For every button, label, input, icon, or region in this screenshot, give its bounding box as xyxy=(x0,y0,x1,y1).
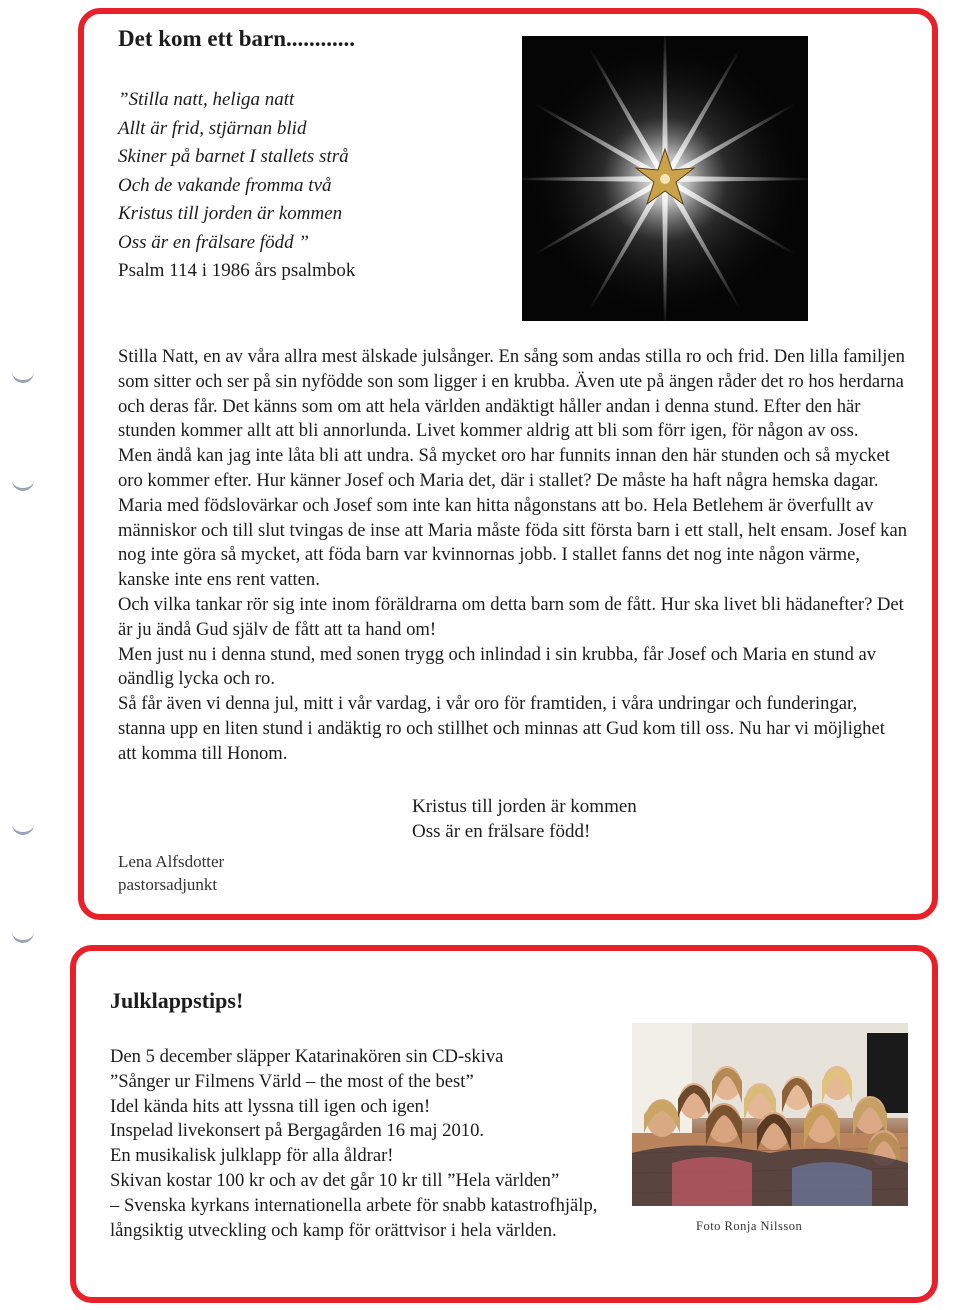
star-image xyxy=(522,36,808,321)
tips-text xyxy=(110,1045,597,1243)
tips-line: Idel kända hits att lyssna till igen och igen! xyxy=(110,1095,431,1117)
tips-line: långsiktig utveckling och kamp för orättvisor i hela världen. xyxy=(110,1219,557,1241)
tips-line: Inspelad livekonsert på Bergagården 16 maj 2010. xyxy=(110,1120,485,1142)
paragraph: Men ändå kan jag inte låta bli att undra. Så mycket oro har funnits innan den här stunden och så mycket oro kommer efter. Hur känner Josef och Maria det, där i stallet? De måste ha haft några hemska dagar. Maria med födslovärkar och Josef som inte kan hitta någonstans att bo. Hela Betlehem är överfullt av människor och till slut tvingas de inse att Maria måste föda sitt första barn i ett stall, helt ensam. Josef kan nog inte göra så mycket, att föda barn var kvinnornas jobb. I stallet fanns det nog inte någon värme, kanske inte ens rent vatten. xyxy=(118,445,908,591)
choir-photo xyxy=(632,1023,908,1206)
tips-line: En musikalisk julklapp för alla åldrar! xyxy=(110,1145,394,1167)
poem-line: Allt är frid, stjärnan blid xyxy=(118,117,307,139)
tips-frame xyxy=(70,945,938,1303)
binder-hole-mark xyxy=(12,478,34,491)
tips-title: Julklappstips! xyxy=(110,988,244,1013)
poem-source: Psalm 114 i 1986 års psalmbok xyxy=(118,260,356,281)
paragraph: Så får även vi denna jul, mitt i vår vardag, i vår oro för framtiden, i våra undringar och funderingar, stanna upp en liten stund i andäktig ro och stillhet och minnas att Gud kom till oss. Nu har vi möjlighet att komma till Honom. xyxy=(118,693,885,764)
closing-lines xyxy=(412,794,637,844)
poem-line: Kristus till jorden är kommen xyxy=(118,203,343,224)
author-role: pastorsadjunkt xyxy=(118,875,218,894)
author-name: Lena Alfsdotter xyxy=(118,852,225,871)
paragraph: Stilla Natt, en av våra allra mest älskade julsånger. En sång som andas stilla ro och frid. Den lilla familjen som sitter och ser på sin nyfödde son som ligger i en krubba. Även ute på ängen råder det ro hos herdarna och deras får. Det känns som om att hela världen andäktigt håller andan i denna stund. Efter den här stunden kommer allt att bli annorlunda. Livet kommer aldrig att bli som förr igen, för någon av oss. xyxy=(118,346,905,442)
poem-block xyxy=(118,86,355,286)
binder-hole-mark xyxy=(12,370,34,383)
article-frame xyxy=(78,8,938,920)
tips-line: Den 5 december släpper Katarinakören sin CD-skiva xyxy=(110,1046,504,1067)
binder-hole-mark xyxy=(12,930,34,943)
paragraph: Och vilka tankar rör sig inte inom föräldrarna om detta barn som de fått. Hur ska livet bli hädanefter? Det är ju ändå Gud själv de fått att ta hand om! xyxy=(118,593,904,640)
tips-line: Skivan kostar 100 kr och av det går 10 kr till ”Hela världen” xyxy=(110,1169,560,1191)
poem-line: Skiner på barnet I stallets strå xyxy=(118,146,349,167)
poem-line: Och de vakande fromma två xyxy=(118,174,332,196)
tips-line: ”Sånger ur Filmens Värld – the most of the best” xyxy=(110,1070,474,1092)
article-body xyxy=(118,345,908,767)
poem-line: ”Stilla natt, heliga natt xyxy=(118,89,295,110)
closing-line: Oss är en frälsare född! xyxy=(412,821,591,842)
paragraph: Men just nu i denna stund, med sonen trygg och inlindad i sin krubba, får Josef och Maria en stund av oändlig lycka och ro. xyxy=(118,643,877,690)
signature xyxy=(118,850,224,896)
closing-line: Kristus till jorden är kommen xyxy=(412,796,637,817)
poem-line: Oss är en frälsare född ” xyxy=(118,231,309,253)
binder-hole-mark xyxy=(12,822,34,835)
photo-caption: Foto Ronja Nilsson xyxy=(696,1219,803,1233)
tips-line: – Svenska kyrkans internationella arbete för snabb katastrofhjälp, xyxy=(110,1194,598,1216)
article-title: Det kom ett barn............ xyxy=(118,26,355,51)
